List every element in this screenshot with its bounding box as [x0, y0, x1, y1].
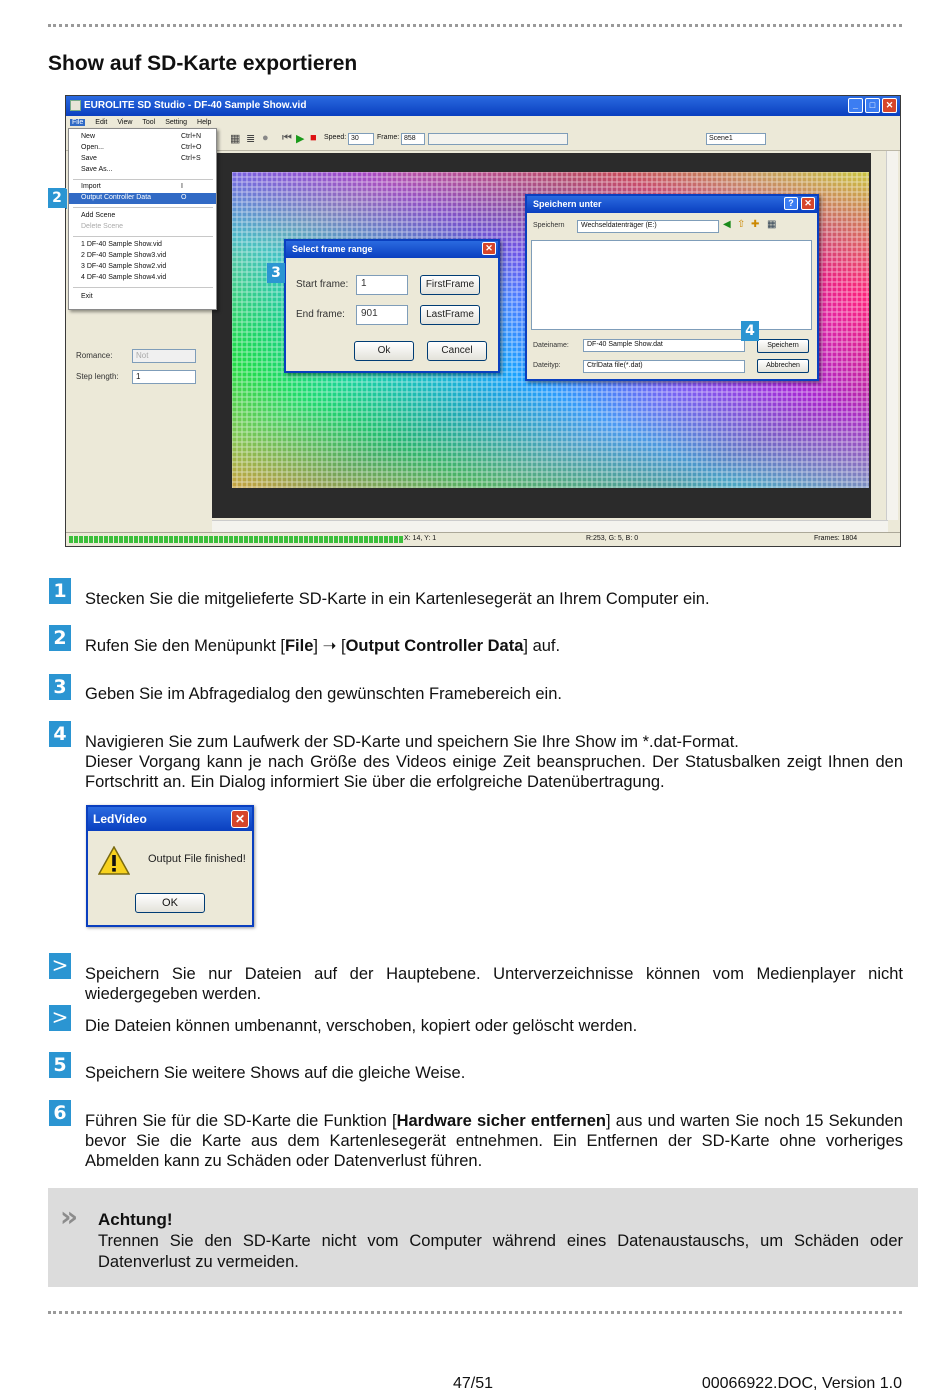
menu-item-new[interactable]: New Ctrl+N — [81, 133, 202, 140]
stop-icon[interactable]: ■ — [310, 132, 317, 144]
speed-label: Speed: — [324, 134, 347, 141]
step-badge-4: 4 — [49, 721, 71, 747]
filename-label: Dateiname: — [533, 342, 569, 349]
step-4-text: Navigieren Sie zum Laufwerk der SD-Karte und speichern Sie Ihre Show im *.dat-Format. Dieser Vorgang kann je nach Größe des Videos einige Zeit beanspruchen. Der Statusbalken zeigt Ihnen den Fortschritt an. Ein Dialog informiert Sie über die erfolgreiche Datenübertragung. — [85, 733, 903, 791]
menu-edit[interactable]: Edit — [95, 119, 108, 126]
frame-field[interactable]: 858 — [401, 133, 425, 145]
horizontal-scrollbar[interactable] — [212, 520, 888, 532]
app-screenshot — [65, 95, 901, 547]
step-badge-3: 3 — [49, 674, 71, 700]
start-frame-field[interactable]: 1 — [356, 275, 408, 295]
menu-separator — [73, 207, 213, 208]
menu-separator — [73, 236, 213, 237]
status-rgb: R:253, G: 5, B: 0 — [586, 535, 639, 542]
save-as-dialog — [525, 194, 819, 381]
note-text: Trennen Sie den SD-Karte nicht vom Computer während eines Datenaustauschs, um Schäden oder Datenverlust zu vermeiden. — [98, 1232, 903, 1271]
speed-select[interactable]: 30 — [348, 133, 374, 145]
document-version: 00066922.DOC, Version 1.0 — [701, 1375, 902, 1392]
menu-setting[interactable]: Setting — [165, 119, 188, 126]
last-frame-button[interactable]: LastFrame — [420, 305, 480, 325]
export-progress-bar — [69, 536, 403, 543]
hint-1-text: Speichern Sie nur Dateien auf der Hauptebene. Unterverzeichnisse können vom Medienplayer nicht wiedergegeben werden. — [85, 965, 903, 1003]
minimize-icon[interactable]: _ — [848, 98, 863, 113]
menu-item-delete-scene: Delete Scene — [81, 223, 124, 230]
menu-file[interactable]: File — [72, 119, 84, 126]
up-folder-icon[interactable]: ⇧ — [737, 219, 746, 230]
frame-label: Frame: — [377, 134, 400, 141]
warning-note — [48, 1188, 918, 1287]
save-in-label: Speichern — [533, 222, 565, 229]
hint-2-text: Die Dateien können umbenannt, verschoben, kopiert oder gelöscht werden. — [85, 1017, 638, 1035]
frame-dialog-titlebar — [286, 241, 498, 258]
frame-range-dialog — [284, 239, 500, 373]
menu-item-save-as[interactable]: Save As... — [81, 166, 113, 173]
step-badge-6: 6 — [49, 1100, 71, 1126]
end-frame-label: End frame: — [296, 309, 345, 320]
step-6-text: Führen Sie für die SD-Karte die Funktion [Hardware sicher entfernen] aus und warten Sie noch 15 Sekunden bevor Sie die Karte aus dem Kartenlesegerät entnehmen. Ein Entfernen der SD-Karte ohne vorheriges Abmelden kann zu Schäden oder Datenverlust führen. — [85, 1112, 903, 1170]
close-icon[interactable]: ✕ — [801, 197, 815, 210]
save-dialog-titlebar — [527, 196, 817, 213]
status-frames: Frames: 1804 — [814, 535, 858, 542]
menu-item-add-scene[interactable]: Add Scene — [81, 212, 116, 219]
menu-view[interactable]: View — [117, 119, 133, 126]
romance-label: Romance: — [76, 351, 113, 360]
step-badge-2: 2 — [49, 625, 71, 651]
filename-field[interactable]: DF-40 Sample Show.dat — [583, 339, 745, 352]
menu-item-save[interactable]: Save Ctrl+S — [81, 155, 201, 162]
top-divider — [48, 24, 902, 27]
note-title: Achtung! — [98, 1210, 173, 1229]
vertical-scrollbar[interactable] — [886, 151, 898, 520]
save-button[interactable]: Speichern — [757, 339, 809, 353]
step-2-text: Rufen Sie den Menüpunkt [File] ➝ [Output Controller Data] auf. — [85, 637, 561, 655]
double-chevron-icon: » — [60, 1200, 72, 1233]
close-icon[interactable]: ✕ — [231, 810, 249, 828]
menu-item-recent-1[interactable]: 1 DF-40 Sample Show.vid — [81, 241, 162, 248]
hint-arrow-icon: > — [49, 1005, 71, 1031]
msgbox-title: LedVideo — [93, 812, 147, 826]
bottom-divider — [48, 1311, 902, 1314]
app-icon — [70, 100, 81, 111]
play-icon[interactable]: ▶ — [296, 133, 305, 145]
file-menu-dropdown — [68, 128, 217, 310]
menu-item-exit[interactable]: Exit — [81, 293, 93, 300]
msgbox-text: Output File finished! — [148, 853, 246, 865]
menu-item-open[interactable]: Open... Ctrl+O — [81, 144, 202, 151]
abbrechen-button[interactable]: Abbrechen — [757, 359, 809, 373]
maximize-icon[interactable]: □ — [865, 98, 880, 113]
step-badge-5: 5 — [49, 1052, 71, 1078]
step-back-icon[interactable]: ⏮ — [282, 132, 292, 144]
frame-slider[interactable] — [428, 133, 568, 145]
menu-separator — [73, 287, 213, 288]
first-frame-button[interactable]: FirstFrame — [420, 275, 480, 295]
menu-item-recent-4[interactable]: 4 DF-40 Sample Show4.vid — [81, 274, 167, 281]
scene-select[interactable]: Scene1 — [706, 133, 766, 145]
menu-item-output-controller-data[interactable]: Output Controller Data O — [69, 193, 216, 204]
hint-arrow-icon: > — [49, 953, 71, 979]
step-1-text: Stecken Sie die mitgelieferte SD-Karte in ein Kartenlesegerät an Ihrem Computer ein. — [85, 590, 710, 608]
window-titlebar — [66, 96, 900, 116]
step-badge-1: 1 — [49, 578, 71, 604]
menu-item-recent-3[interactable]: 3 DF-40 Sample Show2.vid — [81, 263, 167, 270]
romance-select[interactable]: Not — [132, 349, 196, 363]
save-in-select[interactable]: Wechseldatenträger (E:) — [577, 220, 719, 233]
close-icon[interactable]: ✕ — [482, 242, 496, 255]
filetype-select[interactable]: CtrlData file(*.dat) — [583, 360, 745, 373]
page-number: 47/51 — [453, 1375, 494, 1392]
list-icon[interactable]: ≣ — [246, 133, 256, 145]
status-coords: X: 14, Y: 1 — [404, 535, 437, 542]
file-list[interactable] — [531, 240, 812, 330]
menu-item-import[interactable]: Import I — [81, 183, 183, 190]
page-title: Show auf SD-Karte exportieren — [48, 52, 358, 75]
marker-4: 4 — [741, 321, 759, 341]
marker-2-outer: 2 — [48, 188, 66, 208]
start-frame-label: Start frame: — [296, 279, 349, 290]
save-dialog-title: Speichern unter — [533, 199, 602, 209]
window-title: EUROLITE SD Studio - DF-40 Sample Show.vid — [84, 100, 307, 111]
grid-icon[interactable]: ▦ — [230, 133, 241, 145]
view-menu-icon[interactable]: ▦ — [767, 219, 777, 230]
step-length-field[interactable]: 1 — [132, 370, 196, 384]
step-3-text: Geben Sie im Abfragedialog den gewünschten Framebereich ein. — [85, 685, 562, 703]
menu-help[interactable]: Help — [197, 119, 212, 126]
marker-3: 3 — [267, 263, 285, 283]
filetype-label: Dateityp: — [533, 362, 561, 369]
msgbox-titlebar — [88, 807, 252, 831]
help-icon[interactable]: ? — [784, 197, 798, 210]
step-5-text: Speichern Sie weitere Shows auf die gleiche Weise. — [85, 1064, 466, 1082]
ok-button[interactable]: OK — [135, 893, 205, 913]
back-icon[interactable]: ◀ — [723, 219, 731, 230]
frame-dialog-title: Select frame range — [292, 244, 373, 254]
menu-separator — [73, 179, 213, 180]
output-finished-dialog — [86, 805, 254, 927]
record-icon[interactable]: ● — [262, 132, 269, 144]
end-frame-field[interactable]: 901 — [356, 305, 408, 325]
warning-icon — [98, 846, 130, 876]
new-folder-icon[interactable]: ✚ — [751, 219, 760, 230]
close-icon[interactable]: ✕ — [882, 98, 897, 113]
ok-button[interactable]: Ok — [354, 341, 414, 361]
cancel-button[interactable]: Cancel — [427, 341, 487, 361]
menu-tool[interactable]: Tool — [142, 119, 156, 126]
menu-item-recent-2[interactable]: 2 DF-40 Sample Show3.vid — [81, 252, 167, 259]
step-length-label: Step length: — [76, 372, 119, 381]
status-bar — [66, 532, 900, 546]
